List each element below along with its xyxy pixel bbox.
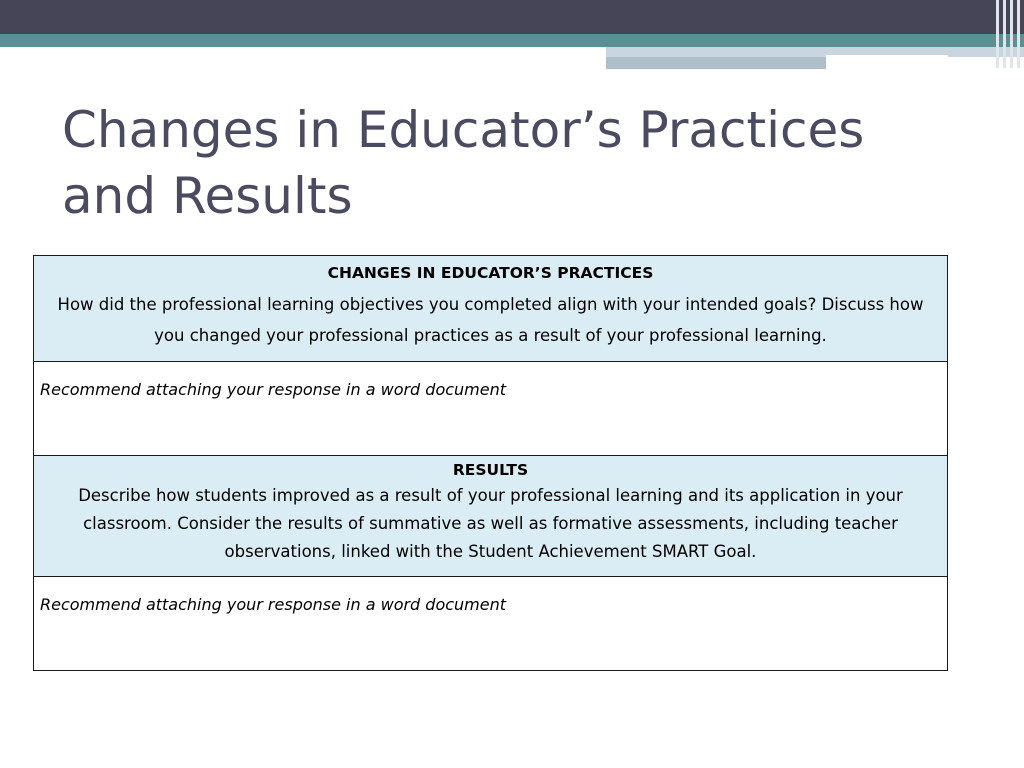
results-response-cell[interactable] — [34, 577, 948, 671]
top-banner-teal — [0, 34, 1024, 47]
results-prompt: Describe how students improved as a result of your professional learning and its application in your classroom. Consider the results of summative as well as formative assessments, including teacher observations, linked with the Student Achievement SMART Goal. — [78, 486, 903, 561]
practices-response-cell[interactable] — [34, 362, 948, 456]
practices-heading: CHANGES IN EDUCATOR’S PRACTICES — [327, 264, 654, 282]
practices-response-note: Recommend attaching your response in a word document — [40, 380, 507, 399]
table-row — [34, 362, 948, 456]
table-row — [34, 456, 948, 577]
top-banner-accent — [606, 47, 1024, 57]
top-banner-line — [826, 55, 948, 58]
reflection-table — [33, 255, 948, 671]
practices-prompt: How did the professional learning objectives you completed align with your intended goals? Discuss how you changed your professional practices as a result of your professional learning. — [57, 295, 924, 345]
practices-header-cell — [34, 256, 948, 362]
table-row — [34, 577, 948, 671]
results-response-note: Recommend attaching your response in a word document — [40, 595, 507, 614]
results-header-cell — [34, 456, 948, 577]
top-banner-accent-lower — [606, 57, 826, 69]
slide-title: Changes in Educator’s Practices and Results — [62, 101, 865, 225]
results-heading: RESULTS — [452, 461, 529, 479]
table-row — [34, 256, 948, 362]
corner-stripes — [994, 0, 1024, 68]
top-banner-dark — [0, 0, 1024, 34]
